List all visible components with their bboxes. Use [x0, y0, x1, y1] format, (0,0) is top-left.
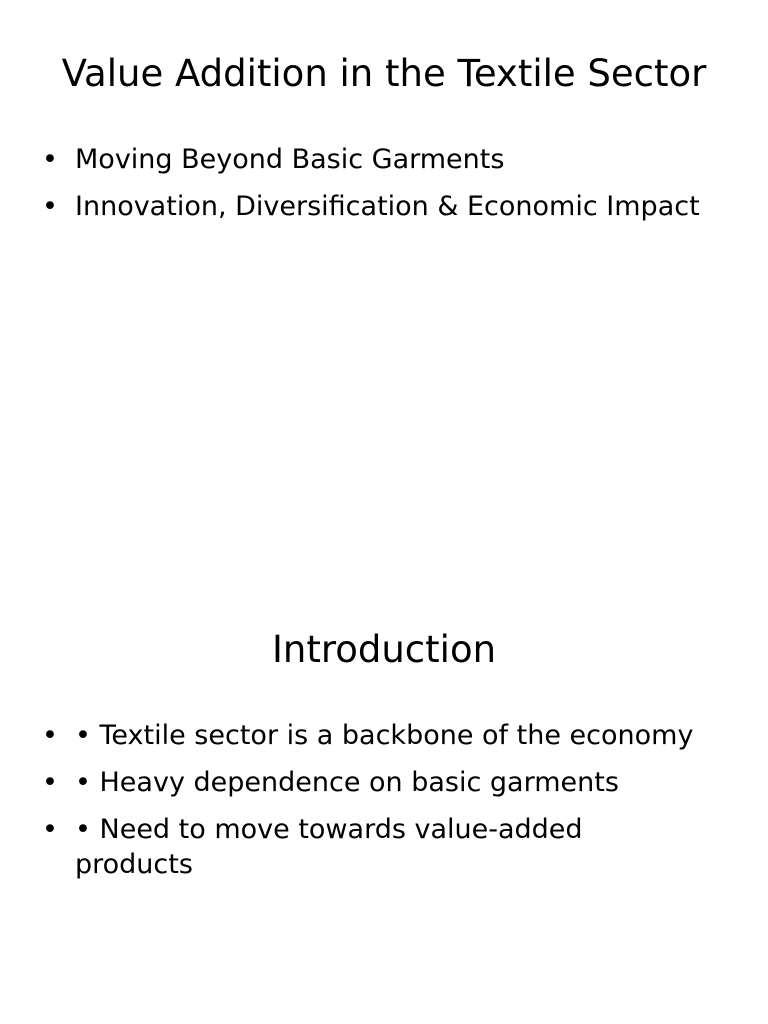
slide-title: Introduction — [271, 628, 497, 671]
bullet-icon: • — [42, 767, 58, 798]
bullet-icon: • — [42, 144, 58, 175]
bullet-icon: • — [42, 720, 58, 751]
list-item — [42, 189, 732, 224]
slide-2 — [0, 576, 768, 1024]
bullet-icon: • — [42, 191, 58, 222]
slide-title: Value Addition in the Textile Sector — [61, 52, 707, 95]
list-item — [42, 718, 732, 753]
bullet-text: Innovation, Diversification & Economic Impact — [75, 191, 700, 222]
bullet-list — [42, 718, 732, 894]
bullet-icon: • — [42, 814, 58, 845]
bullet-text: • Textile sector is a backbone of the economy — [75, 720, 694, 751]
list-item — [42, 142, 732, 177]
list-item — [42, 765, 732, 800]
bullet-text: • Need to move towards value-added products — [75, 814, 583, 880]
bullet-list — [42, 142, 732, 236]
bullet-text: Moving Beyond Basic Garments — [75, 144, 505, 175]
list-item — [42, 812, 635, 882]
bullet-text: • Heavy dependence on basic garments — [75, 767, 619, 798]
